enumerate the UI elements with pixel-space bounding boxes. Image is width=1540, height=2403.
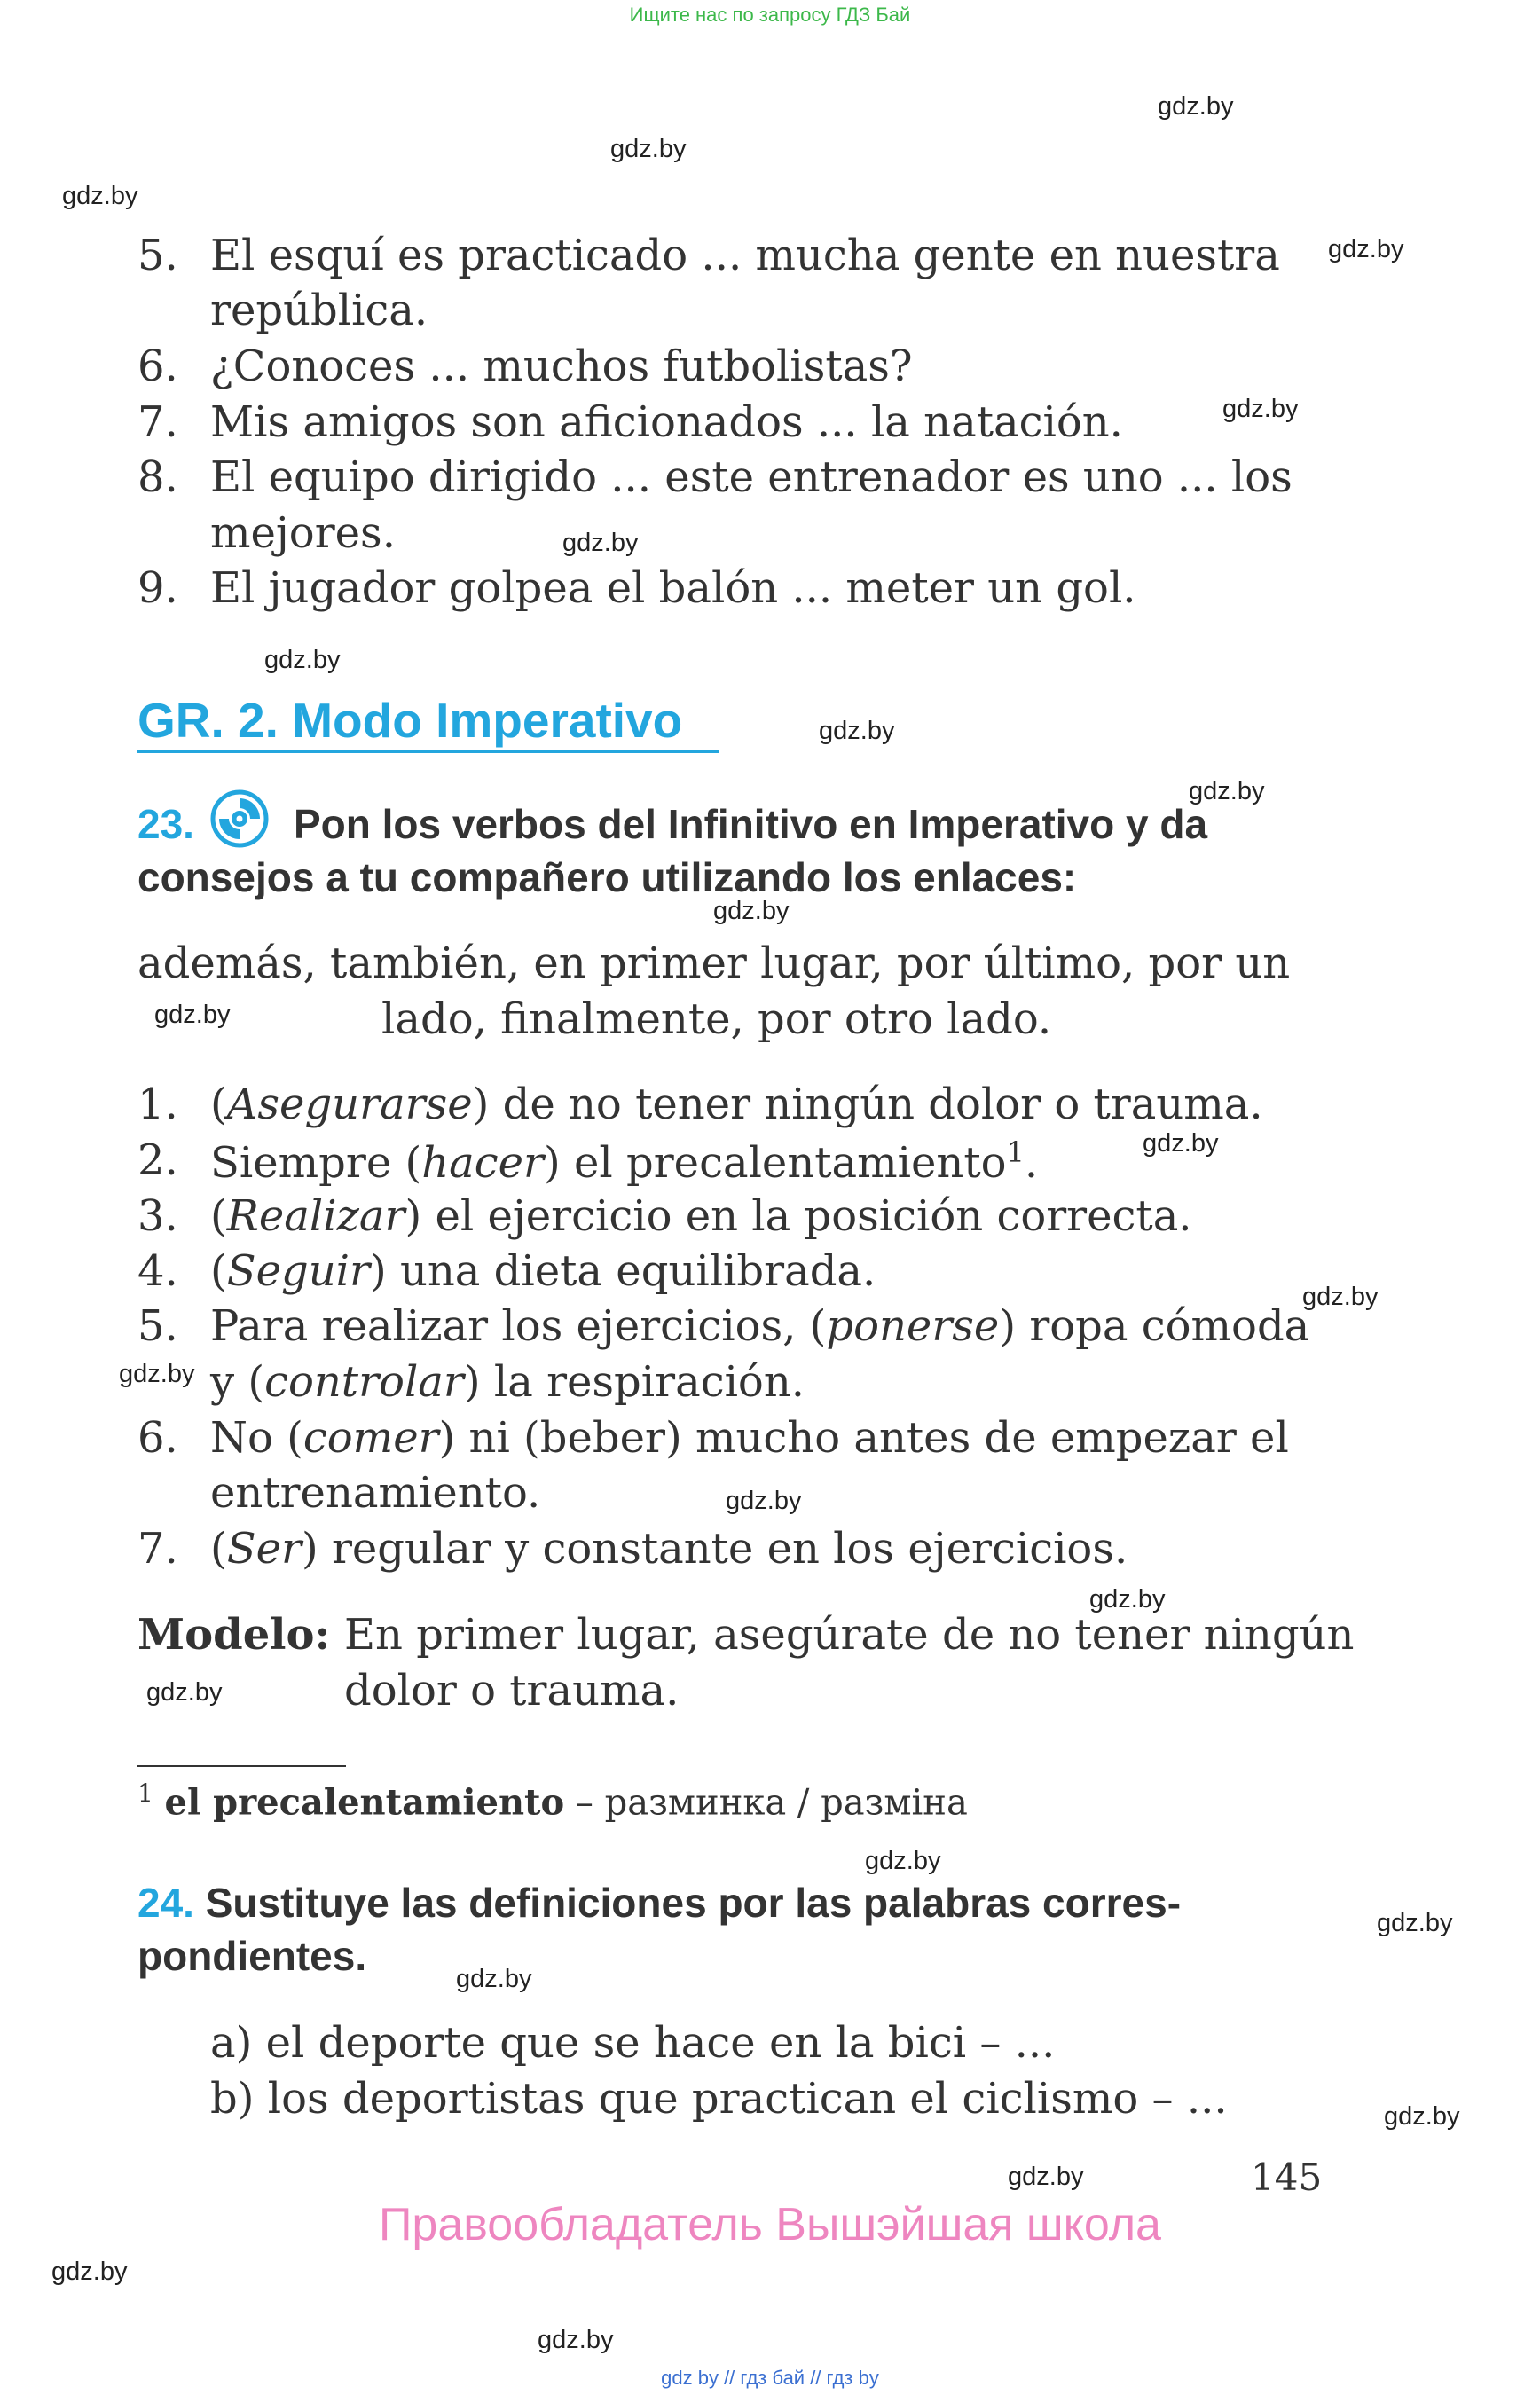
item-text: Siempre (hacer) el precalentamiento$^1$.	[210, 1135, 1039, 1188]
watermark: gdz.by	[1008, 2163, 1084, 2191]
watermark: gdz.by	[713, 897, 790, 925]
list-item: b) los deportistas que practican el ciclismo – ...	[210, 2074, 1228, 2124]
item-text: ¿Conoces ... muchos futbolistas?	[210, 342, 913, 391]
item-number: 5.	[138, 1301, 178, 1351]
item-number: 5.	[138, 231, 178, 280]
linkers-line: además, también, en primer lugar, por último, por un	[138, 938, 1291, 988]
footnote-mark: 1	[138, 1779, 153, 1808]
watermark: gdz.by	[1384, 2102, 1460, 2131]
footnote-divider	[138, 1765, 346, 1767]
watermark: gdz.by	[119, 1360, 195, 1388]
watermark: gdz.by	[865, 1847, 941, 1875]
list-item: a) el deporte que se hace en la bici – ...	[210, 2018, 1056, 2068]
item-number: 6.	[138, 1413, 178, 1463]
item-text: (Seguir) una dieta equilibrada.	[210, 1246, 876, 1296]
item-text: (Asegurarse) de no tener ningún dolor o trauma.	[210, 1080, 1263, 1129]
footnote-translation: – разминка / разміна	[564, 1782, 968, 1824]
header-banner: Ищите нас по запросу ГДЗ Бай	[629, 4, 911, 26]
watermark: gdz.by	[610, 135, 687, 163]
item-text: mejores.	[210, 508, 396, 558]
watermark: gdz.by	[51, 2258, 128, 2286]
modelo-text: En primer lugar, asegúrate de no tener ningún	[344, 1610, 1355, 1660]
task-instruction-line: Pon los verbos del Infinitivo en Imperativo y da	[293, 801, 1208, 847]
linkers-line: lado, finalmente, por otro lado.	[381, 994, 1052, 1044]
item-text: entrenamiento.	[210, 1468, 541, 1518]
watermark: gdz.by	[726, 1487, 802, 1515]
watermark: gdz.by	[562, 529, 639, 557]
task-instruction-line: pondientes.	[138, 1933, 367, 1979]
watermark: gdz.by	[819, 717, 895, 745]
footer-links[interactable]: gdz by // гдз бай // гдз by	[661, 2367, 879, 2389]
item-text: república.	[210, 286, 428, 335]
item-text: Para realizar los ejercicios, (ponerse) ropa cómoda	[210, 1301, 1310, 1351]
heading-underline	[138, 750, 719, 753]
item-number: 1.	[138, 1080, 178, 1129]
watermark: gdz.by	[1143, 1129, 1219, 1158]
footnote-term: el precalentamiento	[164, 1781, 565, 1824]
watermark: gdz.by	[1089, 1585, 1166, 1614]
audio-cd-icon[interactable]	[208, 788, 271, 850]
copyright-notice: Правообладатель Вышэйшая школа	[379, 2199, 1161, 2250]
watermark: gdz.by	[62, 182, 138, 210]
watermark: gdz.by	[1377, 1909, 1453, 1937]
watermark: gdz.by	[154, 1001, 231, 1029]
item-number: 7.	[138, 397, 178, 447]
watermark: gdz.by	[1189, 777, 1265, 805]
watermark: gdz.by	[1328, 235, 1404, 263]
item-text: (Realizar) el ejercicio en la posición correcta.	[210, 1191, 1192, 1241]
task-instruction-line: consejos a tu compañero utilizando los enlaces:	[138, 854, 1077, 900]
item-number: 4.	[138, 1246, 178, 1296]
item-number: 7.	[138, 1524, 178, 1574]
page-number: 145	[1251, 2156, 1323, 2199]
item-number: 6.	[138, 342, 178, 391]
task-number: 23.	[138, 801, 194, 847]
item-text: El equipo dirigido ... este entrenador es uno ... los	[210, 452, 1292, 502]
item-text: (Ser) regular y constante en los ejercicios.	[210, 1524, 1128, 1574]
modelo-label: Modelo:	[138, 1610, 331, 1660]
watermark: gdz.by	[1222, 395, 1299, 423]
footnote	[138, 1779, 968, 1823]
item-text: y (controlar) la respiración.	[210, 1357, 805, 1407]
task-24-instruction	[138, 1879, 1181, 1927]
watermark: gdz.by	[146, 1678, 223, 1707]
watermark: gdz.by	[456, 1965, 532, 1993]
item-text: El jugador golpea el balón ... meter un gol.	[210, 563, 1136, 613]
watermark: gdz.by	[538, 2326, 614, 2354]
modelo-text: dolor o trauma.	[344, 1666, 680, 1716]
watermark: gdz.by	[1302, 1283, 1379, 1311]
item-number: 9.	[138, 563, 178, 613]
item-text: No (comer) ni (beber) mucho antes de empezar el	[210, 1413, 1289, 1463]
item-number: 3.	[138, 1191, 178, 1241]
watermark: gdz.by	[264, 646, 341, 674]
item-text: Mis amigos son aficionados ... la natación.	[210, 397, 1123, 447]
section-heading: GR. 2. Modo Imperativo	[138, 693, 683, 748]
task-number: 24.	[138, 1880, 194, 1926]
watermark: gdz.by	[1158, 92, 1234, 121]
item-text: El esquí es practicado ... mucha gente en nuestra	[210, 231, 1280, 280]
item-number: 2.	[138, 1135, 178, 1185]
item-number: 8.	[138, 452, 178, 502]
task-instruction-line: Sustituye las definiciones por las palabras corres-	[205, 1880, 1182, 1926]
task-23-instruction	[138, 800, 1207, 848]
